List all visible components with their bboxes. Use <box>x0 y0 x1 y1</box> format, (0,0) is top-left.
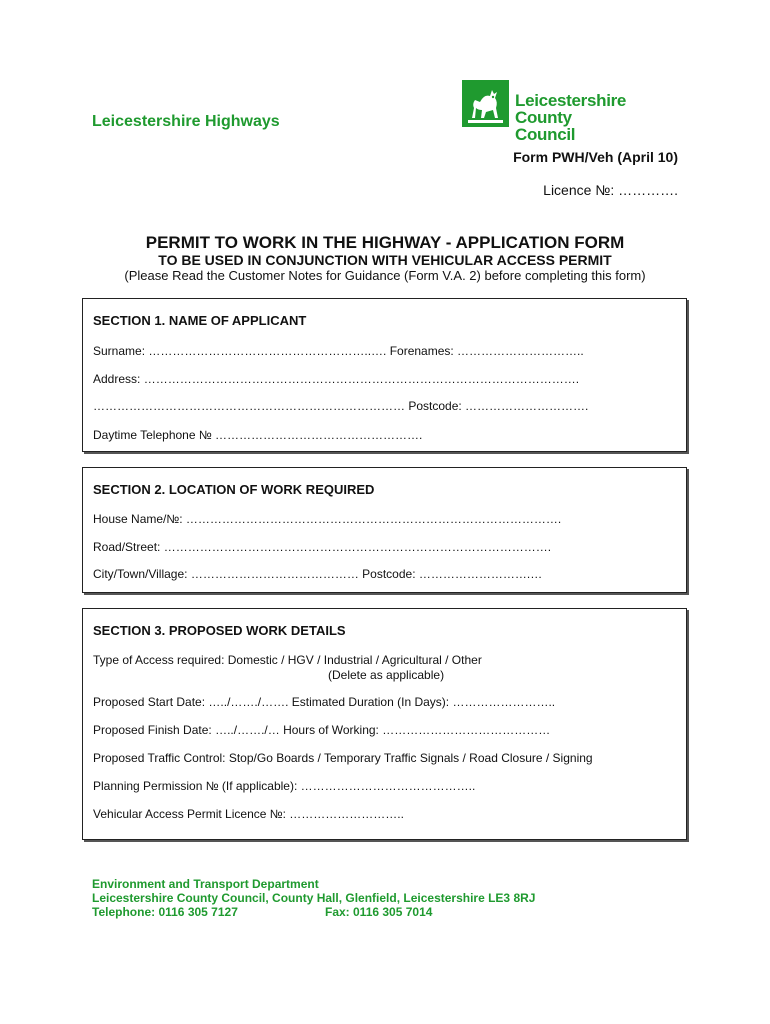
section-applicant <box>82 298 687 452</box>
logo-line-2: County Council <box>515 108 576 144</box>
section-work-details <box>82 608 687 840</box>
section-location <box>82 467 687 593</box>
address-postcode-field[interactable]: …………………………………………………………………… Postcode: …………………………. <box>93 399 589 413</box>
delete-as-applicable-note: (Delete as applicable) <box>328 668 445 682</box>
surname-field[interactable]: Surname: ………………………………………………..…. Forenames: ………………………….. <box>93 344 584 358</box>
guidance-note: (Please Read the Customer Notes for Guidance (Form V.A. 2) before completing this form) <box>124 268 646 283</box>
footer-address: Leicestershire County Council, County Hall, Glenfield, Leicestershire LE3 8RJ <box>92 891 536 905</box>
form-reference: Form PWH/Veh (April 10) <box>513 149 678 165</box>
planning-permission-field[interactable]: Planning Permission № (If applicable): …………………………………….. <box>93 779 476 793</box>
licence-number: Licence №: …………. <box>543 182 678 198</box>
footer-telephone: Telephone: 0116 305 7127 <box>92 905 238 919</box>
council-logo <box>462 80 634 144</box>
fox-emblem-icon <box>462 80 509 127</box>
road-street-field[interactable]: Road/Street: ……………………………………………………………………………………. <box>93 540 552 554</box>
footer-fax: Fax: 0116 305 7014 <box>325 905 433 919</box>
start-date-field[interactable]: Proposed Start Date: …../……./……. Estimated Duration (In Days): …………………….. <box>93 695 556 709</box>
section-3-heading: SECTION 3. PROPOSED WORK DETAILS <box>93 623 346 638</box>
organisation-name: Leicestershire Highways <box>92 113 280 130</box>
access-type-field[interactable]: Type of Access required: Domestic / HGV / Industrial / Agricultural / Other <box>93 653 482 667</box>
section-2-heading: SECTION 2. LOCATION OF WORK REQUIRED <box>93 482 375 497</box>
logo-line-1: Leicestershire <box>515 91 627 110</box>
logo-wordmark <box>515 92 634 143</box>
house-name-field[interactable]: House Name/№: …………………………………………………………………………………. <box>93 512 562 526</box>
city-postcode-field[interactable]: City/Town/Village: …………………………………… Postcode: ……………………….… <box>93 567 543 581</box>
form-subtitle: TO BE USED IN CONJUNCTION WITH VEHICULAR ACCESS PERMIT <box>158 252 612 268</box>
finish-date-field[interactable]: Proposed Finish Date: …../……./… Hours of Working: …………………………………… <box>93 723 551 737</box>
footer-department: Environment and Transport Department <box>92 877 319 891</box>
traffic-control-field[interactable]: Proposed Traffic Control: Stop/Go Boards / Temporary Traffic Signals / Road Closure / Signing <box>93 751 593 765</box>
daytime-telephone-field[interactable]: Daytime Telephone № ……………………………………………. <box>93 428 423 442</box>
form-title: PERMIT TO WORK IN THE HIGHWAY - APPLICATION FORM <box>145 233 625 252</box>
section-1-heading: SECTION 1. NAME OF APPLICANT <box>93 313 307 328</box>
address-field[interactable]: Address: ………………………………………………………………………………………………. <box>93 372 580 386</box>
vap-licence-field[interactable]: Vehicular Access Permit Licence №: ……………………….. <box>93 807 404 821</box>
